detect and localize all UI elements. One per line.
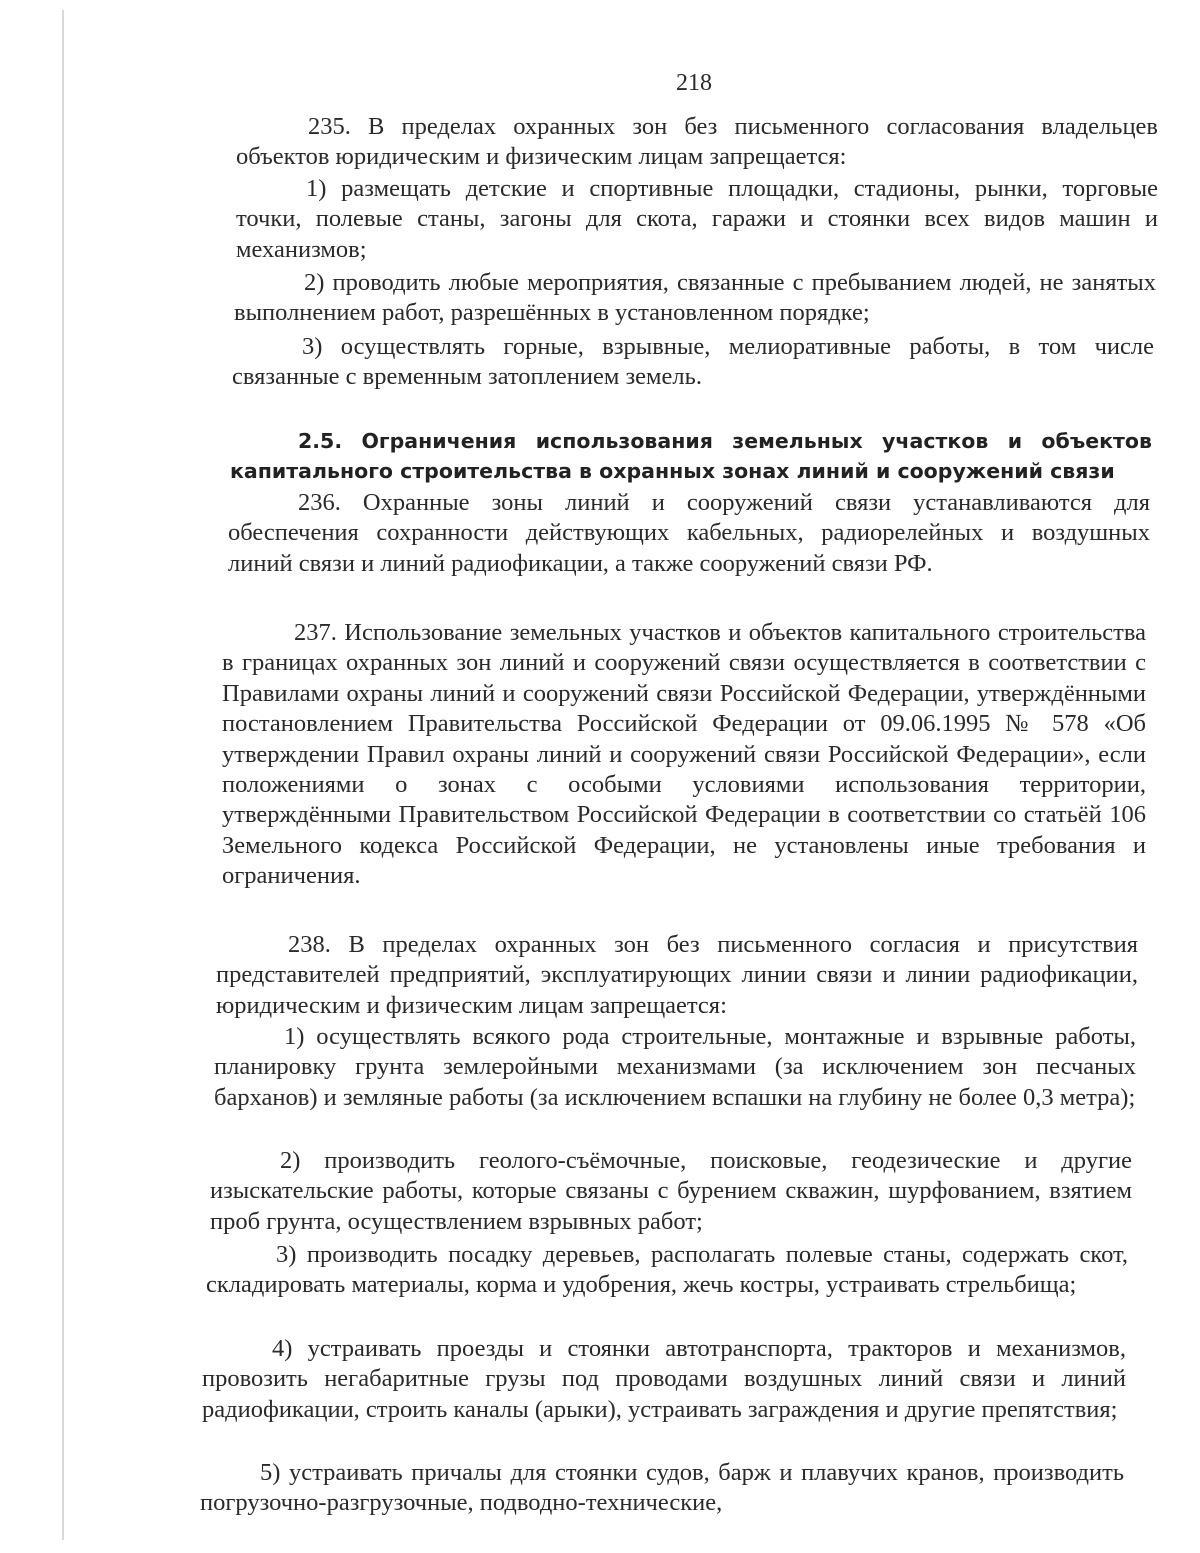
- paragraph-238-item-2: 2) производить геолого-съёмочные, поисковые, геодезические и другие изыскательские работы, которые связаны с бурением скважин, шурфованием, взятием проб грунта, осуществлением взрывных работ;: [210, 1147, 1132, 1235]
- paragraph-238-item-5: 5) устраивать причалы для стоянки судов, барж и плавучих кранов, производить погрузочно-разгрузочные, подводно-технические,: [200, 1459, 1124, 1517]
- page-number: 218: [676, 70, 712, 96]
- paragraph-235-item-1: 1) размещать детские и спортивные площадки, стадионы, рынки, торговые точки, полевые станы, загоны для скота, гаражи и стоянки всех видов машин и механизмов;: [236, 175, 1158, 263]
- section-heading-2-5: 2.5. Ограничения использования земельных участков и объектов капитального строительства в охранных зонах линий и сооружений связи: [230, 429, 1152, 483]
- paragraph-238-item-3: 3) производить посадку деревьев, располагать полевые станы, содержать скот, складировать материалы, корма и удобрения, жечь костры, устраивать стрельбища;: [206, 1241, 1128, 1299]
- paragraph-235: 235. В пределах охранных зон без письменного согласования владельцев объектов юридическим и физическим лицам запрещается:: [236, 113, 1158, 171]
- paragraph-235-item-3: 3) осуществлять горные, взрывные, мелиоративные работы, в том числе связанные с временным затоплением земель.: [232, 333, 1154, 391]
- paragraph-236: 236. Охранные зоны линий и сооружений связи устанавливаются для обеспечения сохранности действующих кабельных, радиорелейных и воздушных линий связи и линий радиофикации, а также сооружений связи РФ.: [228, 489, 1150, 577]
- paragraph-238-item-1: 1) осуществлять всякого рода строительные, монтажные и взрывные работы, планировку грунта землеройными механизмами (за исключением зон песчаных барханов) и земляные работы (за исключением вспашки на глубину не более 0,3 метра);: [214, 1023, 1136, 1111]
- paragraph-238: 238. В пределах охранных зон без письменного согласия и присутствия представителей предприятий, эксплуатирующих линии связи и линии радиофикации, юридическим и физическим лицам запрещается:: [216, 931, 1138, 1019]
- paragraph-235-item-2: 2) проводить любые мероприятия, связанные с пребыванием людей, не занятых выполнением работ, разрешённых в установленном порядке;: [234, 269, 1156, 327]
- paragraph-238-item-4: 4) устраивать проезды и стоянки автотранспорта, тракторов и механизмов, провозить негабаритные грузы под проводами воздушных линий связи и линий радиофикации, строить каналы (арыки), устраивать заграждения и другие препятствия;: [202, 1335, 1126, 1423]
- paragraph-237: 237. Использование земельных участков и объектов капитального строительства в границах охранных зон линий и сооружений связи осуществляется в соответствии с Правилами охраны линий и сооружений связи Российской Федерации, утверждёнными постановлением Правительства Российской Федерации от 09.06.1995 № 578 «Об утверждении Правил охраны линий и сооружений связи Российской Федерации», если положениями о зонах с особыми условиями использования территории, утверждёнными Правительством Российской Федерации в соответствии со статьёй 106 Земельного кодекса Российской Федерации, не установлены иные требования и ограничения.: [222, 619, 1146, 890]
